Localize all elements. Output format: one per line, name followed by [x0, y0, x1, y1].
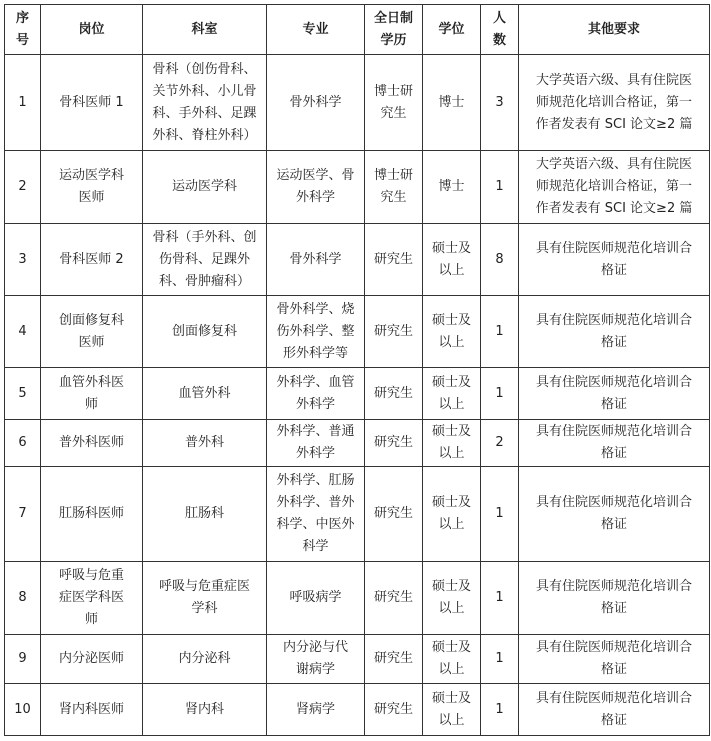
cell-edu: 研究生	[365, 296, 423, 368]
cell-dept: 肛肠科	[143, 467, 267, 562]
recruitment-table	[4, 4, 710, 736]
cell-dept: 呼吸与危重症医 学科	[143, 562, 267, 635]
cell-dept: 普外科	[143, 420, 267, 467]
cell-dept: 骨科（创伤骨科、 关节外科、小儿骨 科、手外科、足踝 外科、脊柱外科）	[143, 55, 267, 151]
cell-count: 1	[481, 296, 519, 368]
cell-count: 3	[481, 55, 519, 151]
cell-edu: 研究生	[365, 368, 423, 420]
cell-req: 大学英语六级、具有住院医 师规范化培训合格证，第一 作者发表有 SCI 论文≥2 篇	[519, 55, 710, 151]
cell-count: 2	[481, 420, 519, 467]
cell-major: 外科学、血管 外科学	[267, 368, 365, 420]
table-row	[5, 562, 710, 635]
cell-edu: 博士研 究生	[365, 151, 423, 224]
cell-seq: 1	[5, 55, 41, 151]
cell-degree: 硕士及 以上	[423, 467, 481, 562]
cell-count: 1	[481, 368, 519, 420]
table-row	[5, 420, 710, 467]
cell-edu: 研究生	[365, 684, 423, 736]
cell-dept: 骨科（手外科、创 伤骨科、足踝外 科、骨肿瘤科）	[143, 224, 267, 296]
cell-major: 外科学、普通 外科学	[267, 420, 365, 467]
table-row	[5, 151, 710, 224]
cell-dept: 血管外科	[143, 368, 267, 420]
cell-count: 1	[481, 467, 519, 562]
cell-seq: 10	[5, 684, 41, 736]
cell-dept: 创面修复科	[143, 296, 267, 368]
cell-req: 具有住院医师规范化培训合 格证	[519, 635, 710, 684]
header-seq: 序 号	[5, 5, 41, 55]
cell-dept: 肾内科	[143, 684, 267, 736]
cell-req: 具有住院医师规范化培训合 格证	[519, 420, 710, 467]
table-row	[5, 55, 710, 151]
header-req: 其他要求	[519, 5, 710, 55]
table-row	[5, 635, 710, 684]
cell-degree: 硕士及 以上	[423, 635, 481, 684]
header-post: 岗位	[41, 5, 143, 55]
cell-degree: 硕士及 以上	[423, 684, 481, 736]
cell-degree: 硕士及 以上	[423, 224, 481, 296]
cell-edu: 研究生	[365, 224, 423, 296]
table-row	[5, 224, 710, 296]
cell-post: 血管外科医 师	[41, 368, 143, 420]
cell-post: 呼吸与危重 症医学科医 师	[41, 562, 143, 635]
table-row	[5, 684, 710, 736]
cell-post: 骨科医师 2	[41, 224, 143, 296]
cell-post: 内分泌医师	[41, 635, 143, 684]
cell-req: 具有住院医师规范化培训合 格证	[519, 368, 710, 420]
cell-count: 1	[481, 684, 519, 736]
cell-major: 内分泌与代 谢病学	[267, 635, 365, 684]
cell-degree: 硕士及 以上	[423, 420, 481, 467]
cell-post: 肛肠科医师	[41, 467, 143, 562]
cell-seq: 9	[5, 635, 41, 684]
cell-req: 具有住院医师规范化培训合 格证	[519, 562, 710, 635]
cell-post: 运动医学科 医师	[41, 151, 143, 224]
cell-major: 外科学、肛肠 外科学、普外 科学、中医外 科学	[267, 467, 365, 562]
cell-post: 普外科医师	[41, 420, 143, 467]
cell-degree: 博士	[423, 151, 481, 224]
cell-edu: 博士研 究生	[365, 55, 423, 151]
cell-post: 创面修复科 医师	[41, 296, 143, 368]
cell-major: 运动医学、骨 外科学	[267, 151, 365, 224]
header-degree: 学位	[423, 5, 481, 55]
cell-major: 肾病学	[267, 684, 365, 736]
cell-seq: 8	[5, 562, 41, 635]
table-row	[5, 368, 710, 420]
cell-seq: 2	[5, 151, 41, 224]
cell-major: 骨外科学、烧 伤外科学、整 形外科学等	[267, 296, 365, 368]
cell-req: 具有住院医师规范化培训合 格证	[519, 296, 710, 368]
header-major: 专业	[267, 5, 365, 55]
cell-post: 肾内科医师	[41, 684, 143, 736]
cell-count: 1	[481, 151, 519, 224]
cell-count: 1	[481, 562, 519, 635]
cell-post: 骨科医师 1	[41, 55, 143, 151]
cell-degree: 硕士及 以上	[423, 296, 481, 368]
cell-count: 8	[481, 224, 519, 296]
cell-degree: 硕士及 以上	[423, 368, 481, 420]
cell-req: 具有住院医师规范化培训合 格证	[519, 224, 710, 296]
cell-major: 骨外科学	[267, 55, 365, 151]
cell-req: 大学英语六级、具有住院医 师规范化培训合格证，第一 作者发表有 SCI 论文≥2 篇	[519, 151, 710, 224]
cell-edu: 研究生	[365, 467, 423, 562]
cell-count: 1	[481, 635, 519, 684]
header-count: 人 数	[481, 5, 519, 55]
cell-seq: 4	[5, 296, 41, 368]
cell-major: 呼吸病学	[267, 562, 365, 635]
table-row	[5, 296, 710, 368]
cell-dept: 运动医学科	[143, 151, 267, 224]
cell-degree: 博士	[423, 55, 481, 151]
cell-edu: 研究生	[365, 420, 423, 467]
cell-edu: 研究生	[365, 562, 423, 635]
cell-seq: 5	[5, 368, 41, 420]
header-edu: 全日制 学历	[365, 5, 423, 55]
cell-req: 具有住院医师规范化培训合 格证	[519, 684, 710, 736]
cell-seq: 3	[5, 224, 41, 296]
cell-seq: 7	[5, 467, 41, 562]
cell-edu: 研究生	[365, 635, 423, 684]
cell-degree: 硕士及 以上	[423, 562, 481, 635]
header-row	[5, 5, 710, 55]
header-dept: 科室	[143, 5, 267, 55]
cell-dept: 内分泌科	[143, 635, 267, 684]
cell-req: 具有住院医师规范化培训合 格证	[519, 467, 710, 562]
table-row	[5, 467, 710, 562]
cell-major: 骨外科学	[267, 224, 365, 296]
cell-seq: 6	[5, 420, 41, 467]
